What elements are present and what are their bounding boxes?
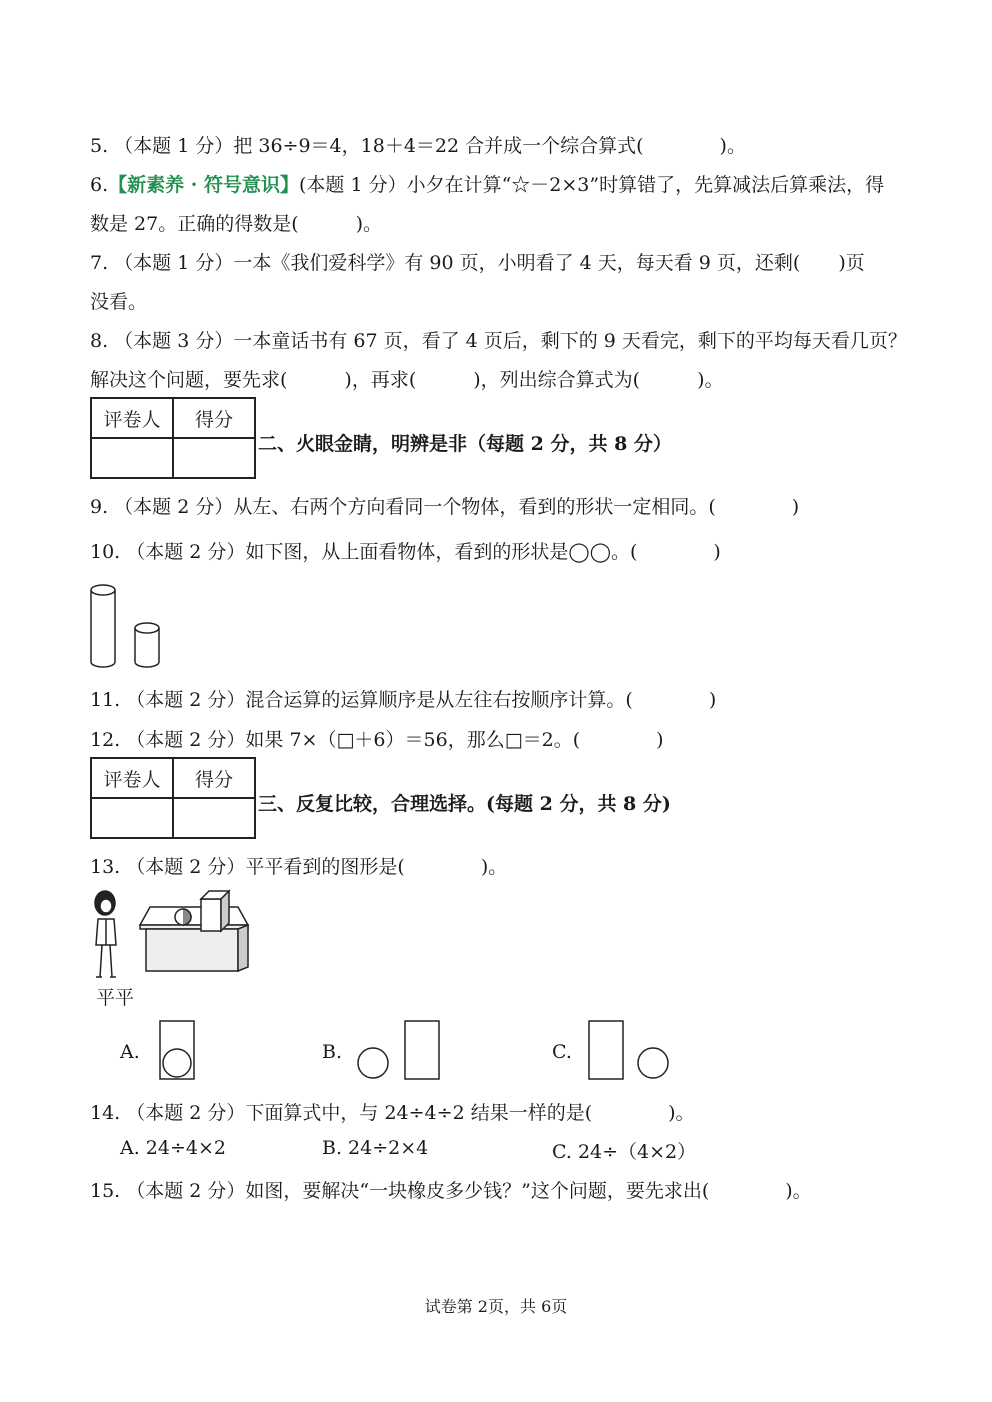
reviewer-label: 评卷人: [91, 758, 173, 798]
question-6-number: 6.: [90, 174, 109, 196]
section-3-title: 三、反复比较，合理选择。(每题 2 分，共 8 分): [258, 793, 671, 815]
question-5: 5. （本题 1 分）把 36÷9＝4，18＋4＝22 合并成一个综合算式( )。: [90, 135, 746, 157]
option-c-figure: [586, 1018, 676, 1082]
question-7-line2: 没看。: [90, 291, 148, 313]
score-cell: [173, 438, 255, 478]
reviewer-cell: [91, 798, 173, 838]
question-7: 7. （本题 1 分）一本《我们爱科学》有 90 页，小明看了 4 天，每天看 9 页，还剩( )页: [90, 252, 865, 274]
question-6-line2: 数是 27。正确的得数是( )。: [90, 213, 383, 235]
question-14-option-a: A. 24÷4×2: [120, 1137, 226, 1159]
reviewer-label: 评卷人: [91, 398, 173, 438]
option-b-figure: [355, 1018, 445, 1082]
score-label: 得分: [173, 758, 255, 798]
option-a-figure: [157, 1018, 197, 1082]
question-11: 11. （本题 2 分）混合运算的运算顺序是从左往右按顺序计算。( ): [90, 689, 717, 711]
question-13: 13. （本题 2 分）平平看到的图形是( )。: [90, 856, 508, 878]
reviewer-cell: [91, 438, 173, 478]
question-6: [90, 170, 884, 197]
person-label: 平平: [96, 987, 135, 1009]
question-6-text: (本题 1 分）小夕在计算“☆－2×3”时算错了，先算减法后算乘法，得: [299, 174, 885, 196]
option-c-label: C.: [552, 1041, 572, 1063]
score-table-section-3: [90, 757, 256, 839]
score-cell: [173, 798, 255, 838]
question-14: 14. （本题 2 分）下面算式中，与 24÷4÷2 结果一样的是( )。: [90, 1102, 695, 1124]
cylinders-figure: [88, 582, 168, 672]
question-14-option-b: B. 24÷2×4: [322, 1137, 429, 1159]
score-label: 得分: [173, 398, 255, 438]
score-table-section-2: [90, 397, 256, 479]
question-8-line2: 解决这个问题，要先求( )，再求( )，列出综合算式为( )。: [90, 369, 724, 391]
option-a-label: A.: [120, 1041, 140, 1063]
desk-figure: [140, 891, 248, 971]
question-15: 15. （本题 2 分）如图，要解决“一块橡皮多少钱？”这个问题，要先求出( )。: [90, 1180, 812, 1202]
question-9: 9. （本题 2 分）从左、右两个方向看同一个物体，看到的形状一定相同。( ): [90, 496, 800, 518]
page-footer: 试卷第 2页，共 6页: [424, 1297, 568, 1316]
girl-figure: [95, 891, 116, 977]
question-14-option-c: C. 24÷（4×2）: [552, 1141, 697, 1163]
question-12: 12. （本题 2 分）如果 7×（□＋6）＝56，那么□＝2。( ): [90, 729, 664, 751]
option-b-label: B.: [322, 1041, 343, 1063]
girl-desk-figure: [88, 885, 258, 985]
question-10: 10. （本题 2 分）如下图，从上面看物体，看到的形状是◯◯。( ): [90, 541, 721, 563]
question-6-tag: 【新素养 · 符号意识】: [108, 174, 299, 196]
section-2-title: 二、火眼金睛，明辨是非（每题 2 分，共 8 分）: [258, 433, 672, 455]
question-8: 8. （本题 3 分）一本童话书有 67 页，看了 4 页后，剩下的 9 天看完，剩下的平均每天看几页？: [90, 330, 907, 352]
